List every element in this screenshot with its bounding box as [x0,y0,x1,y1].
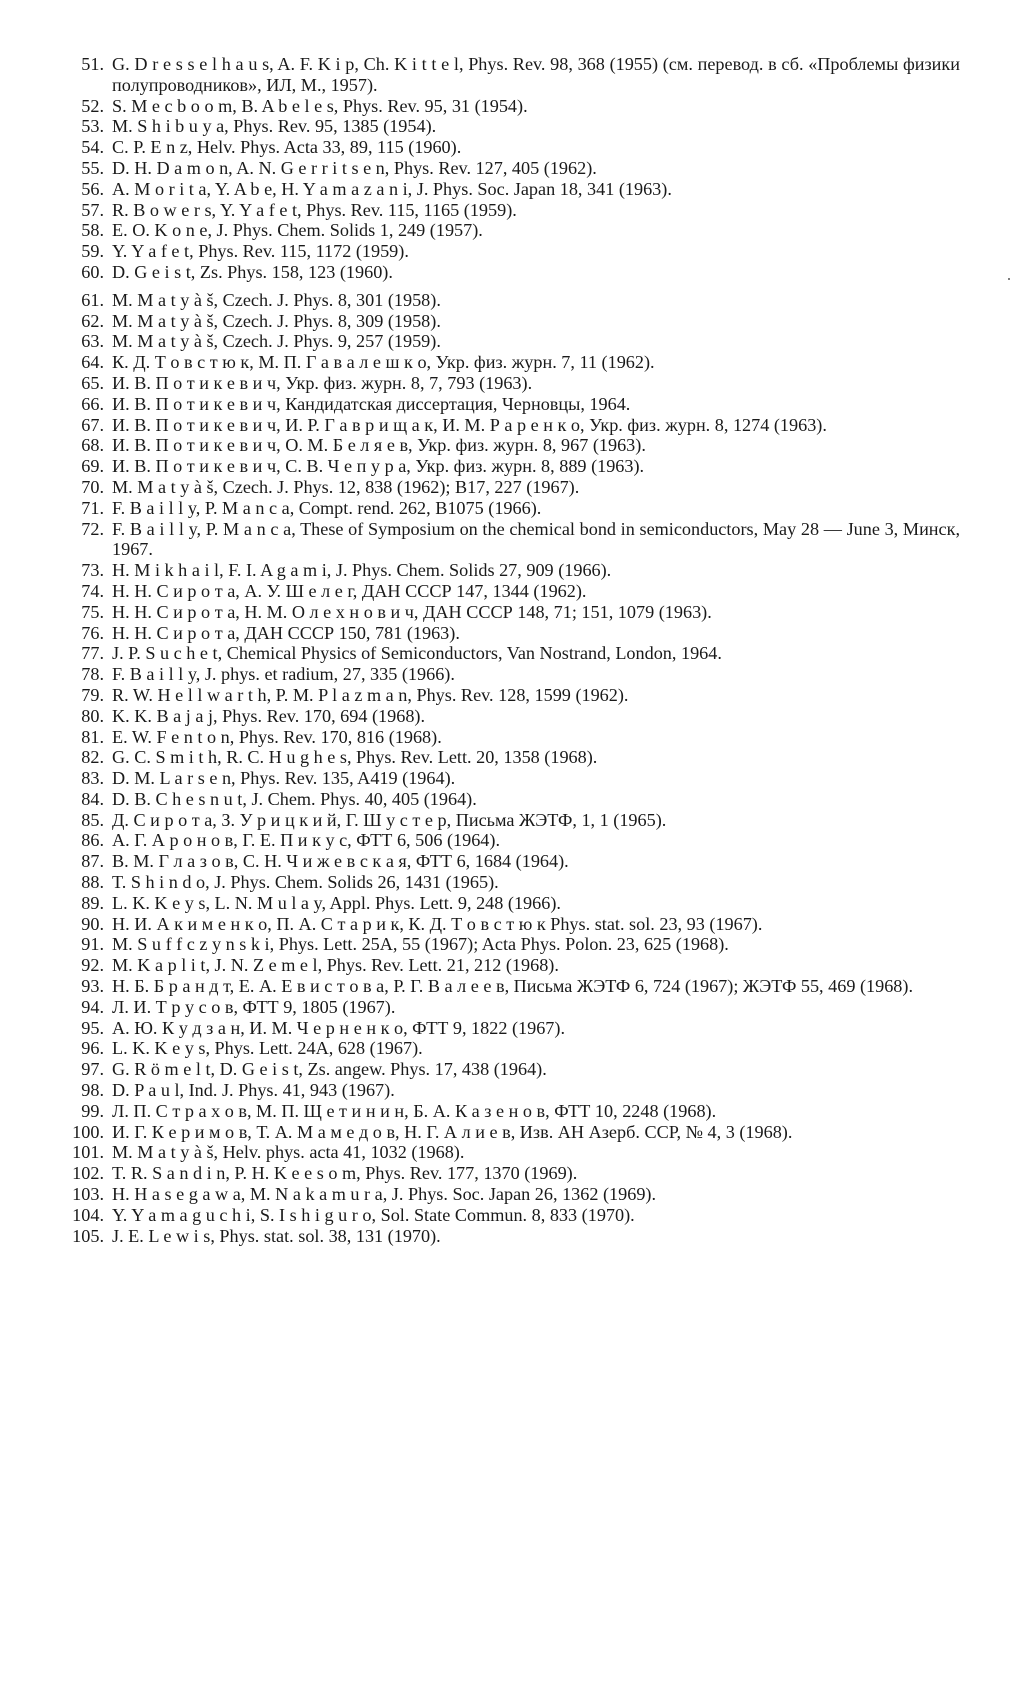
reference-text: K. K. B a j a j, Phys. Rev. 170, 694 (1968). [112,705,426,726]
reference-item [56,1184,960,1205]
reference-number: 86. [81,830,104,851]
reference-text: И. В. П о т и к е в и ч, С. В. Ч е п у р а, Укр. физ. журн. 8, 889 (1963). [112,456,645,477]
reference-number: 62. [81,310,104,331]
reference-number: 79. [81,684,104,705]
reference-number: 104. [72,1204,104,1225]
reference-item [56,1038,960,1059]
reference-number: 76. [81,622,104,643]
reference-number: 81. [81,726,104,747]
reference-number: 93. [81,976,104,997]
reference-number: 80. [81,705,104,726]
reference-text: Y. Y a f e t, Phys. Rev. 115, 1172 (1959). [112,241,409,262]
reference-item [56,1059,960,1080]
reference-number: 54. [81,137,104,158]
reference-item [56,137,960,158]
reference-number: 51. [81,54,104,74]
reference-number: 98. [81,1080,104,1101]
reference-text: А. Ю. К у д з а н, И. М. Ч е р н е н к о, ФТТ 9, 1822 (1967). [112,1017,566,1038]
reference-item [56,54,960,96]
reference-number: 55. [81,157,104,178]
reference-item [56,810,960,831]
reference-number: 69. [81,456,104,477]
reference-text: M. S h i b u y a, Phys. Rev. 95, 1385 (1954). [112,116,437,137]
reference-text: Л. П. С т р а х о в, М. П. Щ е т и н и н, Б. А. К а з е н о в, ФТТ 10, 2248 (1968). [112,1100,717,1121]
reference-text: В. М. Г л а з о в, С. Н. Ч и ж е в с к а я, ФТТ 6, 1684 (1964). [112,851,569,872]
reference-number: 72. [81,518,104,539]
stray-mark [1008,278,1010,280]
reference-item [56,394,960,415]
reference-number: 91. [81,934,104,955]
reference-item [56,477,960,498]
reference-item [56,623,960,644]
reference-text: S. M e c b o o m, B. A b e l e s, Phys. Rev. 95, 31 (1954). [112,95,528,116]
reference-item [56,116,960,137]
reference-text: F. B a i l l y, P. M a n c a, Compt. rend. 262, B1075 (1966). [112,497,542,518]
reference-list [56,54,960,1246]
reference-number: 101. [72,1142,104,1163]
reference-item [56,158,960,179]
reference-item [56,1163,960,1184]
reference-number: 85. [81,809,104,830]
reference-text: И. В. П о т и к е в и ч, И. Р. Г а в р и щ а к, И. М. Р а р е н к о, Укр. физ. журн. 8, 1274 (1963). [112,414,827,435]
reference-number: 78. [81,664,104,685]
reference-text: C. P. E n z, Helv. Phys. Acta 33, 89, 115 (1960). [112,137,462,158]
reference-item [56,976,960,997]
reference-item [56,643,960,664]
reference-text: Н. Н. С и р о т а, ДАН СССР 150, 781 (1963). [112,622,460,643]
reference-item [56,893,960,914]
reference-number: 61. [81,289,104,310]
reference-number: 66. [81,393,104,414]
reference-text: M. S u f f c z y n s k i, Phys. Lett. 25A, 55 (1967); Acta Phys. Polon. 23, 625 (1968). [112,934,729,955]
reference-item [56,262,960,283]
reference-number: 84. [81,788,104,809]
reference-item [56,200,960,221]
reference-number: 65. [81,372,104,393]
reference-item [56,1122,960,1143]
reference-number: 52. [81,95,104,116]
reference-item [56,179,960,200]
reference-number: 58. [81,220,104,241]
reference-item [56,498,960,519]
reference-text: L. K. K e y s, Phys. Lett. 24A, 628 (1967). [112,1038,423,1059]
reference-text: D. B. C h e s n u t, J. Chem. Phys. 40, 405 (1964). [112,788,477,809]
reference-text: F. B a i l l y, J. phys. et radium, 27, 335 (1966). [112,664,455,685]
reference-item [56,934,960,955]
reference-number: 90. [81,913,104,934]
reference-text: G. D r e s s e l h a u s, A. F. K i p, Ch. K i t t e l, Phys. Rev. 98, 368 (1955) (см. перевод. в сб. «Проблемы физики полупроводников», ИЛ, М., 1957). [112,54,960,95]
reference-text: T. R. S a n d i n, P. H. K e e s o m, Phys. Rev. 177, 1370 (1969). [112,1163,578,1184]
reference-number: 82. [81,747,104,768]
reference-item [56,1018,960,1039]
reference-number: 100. [72,1121,104,1142]
reference-text: D. P a u l, Ind. J. Phys. 41, 943 (1967). [112,1080,395,1101]
reference-number: 68. [81,435,104,456]
reference-number: 73. [81,560,104,581]
reference-text: Л. И. Т р у с о в, ФТТ 9, 1805 (1967). [112,996,396,1017]
reference-number: 56. [81,178,104,199]
reference-item [56,602,960,623]
reference-item [56,789,960,810]
reference-text: M. K a p l i t, J. N. Z e m e l, Phys. Rev. Lett. 21, 212 (1968). [112,955,559,976]
reference-text: E. O. K o n e, J. Phys. Chem. Solids 1, 249 (1957). [112,220,483,241]
reference-item [56,955,960,976]
reference-text: M. M a t y à š, Czech. J. Phys. 9, 257 (1959). [112,331,441,352]
reference-item [56,1101,960,1122]
reference-text: И. В. П о т и к е в и ч, Укр. физ. журн. 8, 7, 793 (1963). [112,372,533,393]
reference-text: D. M. L a r s e n, Phys. Rev. 135, A419 (1964). [112,768,456,789]
reference-text: Н. Б. Б р а н д т, Е. А. Е в и с т о в а, Р. Г. В а л е е в, Письма ЖЭТФ 6, 724 (1967); ЖЭТФ 55, 469 (1968). [112,976,914,997]
reference-number: 92. [81,955,104,976]
reference-number: 96. [81,1038,104,1059]
reference-number: 83. [81,768,104,789]
reference-item [56,747,960,768]
reference-text: A. M o r i t a, Y. A b e, H. Y a m a z a n i, J. Phys. Soc. Japan 18, 341 (1963). [112,178,672,199]
reference-item [56,519,960,561]
reference-number: 97. [81,1059,104,1080]
reference-item [56,997,960,1018]
reference-number: 88. [81,872,104,893]
reference-text: Н. Н. С и р о т а, Н. М. О л е х н о в и ч, ДАН СССР 148, 71; 151, 1079 (1963). [112,601,712,622]
reference-text: Y. Y a m a g u c h i, S. I s h i g u r o, Sol. State Commun. 8, 833 (1970). [112,1204,635,1225]
reference-item [56,685,960,706]
reference-item [56,872,960,893]
reference-text: H. M i k h a i l, F. I. A g a m i, J. Phys. Chem. Solids 27, 909 (1966). [112,560,612,581]
reference-item [56,706,960,727]
reference-number: 94. [81,996,104,1017]
reference-item [56,290,960,311]
reference-text: Д. С и р о т а, З. У р и ц к и й, Г. Ш у с т е р, Письма ЖЭТФ, 1, 1 (1965). [112,809,667,830]
reference-item [56,581,960,602]
reference-text: L. K. K e y s, L. N. M u l a y, Appl. Phys. Lett. 9, 248 (1966). [112,892,561,913]
reference-text: G. C. S m i t h, R. C. H u g h e s, Phys. Rev. Lett. 20, 1358 (1968). [112,747,598,768]
reference-text: F. B a i l l y, P. M a n c a, These of Symposium on the chemical bond in semiconductors, May 28 — June 3, Минск, 1967. [112,518,960,560]
reference-text: R. W. H e l l w a r t h, P. M. P l a z m a n, Phys. Rev. 128, 1599 (1962). [112,684,629,705]
reference-item [56,830,960,851]
reference-item [56,1080,960,1101]
reference-number: 102. [72,1163,104,1184]
reference-text: К. Д. Т о в с т ю к, М. П. Г а в а л е ш к о, Укр. физ. журн. 7, 11 (1962). [112,352,655,373]
reference-item [56,352,960,373]
reference-item [56,560,960,581]
reference-text: M. M a t y à š, Czech. J. Phys. 8, 301 (1958). [112,289,441,310]
reference-number: 99. [81,1100,104,1121]
reference-text: T. S h i n d o, J. Phys. Chem. Solids 26, 1431 (1965). [112,872,499,893]
reference-item [56,331,960,352]
reference-number: 105. [72,1225,104,1246]
reference-number: 53. [81,116,104,137]
reference-text: И. В. П о т и к е в и ч, О. М. Б е л я е в, Укр. физ. журн. 8, 967 (1963). [112,435,646,456]
reference-number: 59. [81,241,104,262]
reference-text: D. G e i s t, Zs. Phys. 158, 123 (1960). [112,261,393,282]
reference-number: 60. [81,261,104,282]
reference-number: 70. [81,476,104,497]
reference-item [56,311,960,332]
reference-text: R. B o w e r s, Y. Y a f e t, Phys. Rev. 115, 1165 (1959). [112,199,517,220]
reference-text: J. E. L e w i s, Phys. stat. sol. 38, 131 (1970). [112,1225,441,1246]
reference-item [56,435,960,456]
reference-text: И. В. П о т и к е в и ч, Кандидатская диссертация, Черновцы, 1964. [112,393,631,414]
reference-number: 95. [81,1017,104,1038]
reference-number: 67. [81,414,104,435]
reference-text: M. M a t y à š, Czech. J. Phys. 8, 309 (1958). [112,310,441,331]
reference-item [56,415,960,436]
reference-item [56,1226,960,1247]
reference-number: 103. [72,1184,104,1205]
reference-item [56,241,960,262]
reference-text: Н. И. А к и м е н к о, П. А. С т а р и к, К. Д. Т о в с т ю к Phys. stat. sol. 23, 93 (1967). [112,913,763,934]
reference-number: 75. [81,601,104,622]
reference-text: M. M a t y à š, Czech. J. Phys. 12, 838 (1962); B17, 227 (1967). [112,476,580,497]
reference-item [56,664,960,685]
reference-text: J. P. S u c h e t, Chemical Physics of Semiconductors, Van Nostrand, London, 1964. [112,643,722,664]
reference-number: 64. [81,352,104,373]
reference-number: 77. [81,643,104,664]
reference-number: 74. [81,580,104,601]
reference-text: G. R ö m e l t, D. G e i s t, Zs. angew. Phys. 17, 438 (1964). [112,1059,547,1080]
reference-item [56,220,960,241]
reference-number: 71. [81,497,104,518]
reference-text: H. H a s e g a w a, M. N a k a m u r a, J. Phys. Soc. Japan 26, 1362 (1969). [112,1184,657,1205]
reference-item [56,1205,960,1226]
reference-text: M. M a t y à š, Helv. phys. acta 41, 1032 (1968). [112,1142,465,1163]
reference-text: E. W. F e n t o n, Phys. Rev. 170, 816 (1968). [112,726,442,747]
reference-item [56,851,960,872]
reference-text: И. Г. К е р и м о в, Т. А. М а м е д о в, Н. Г. А л и е в, Изв. АН Азерб. ССР, № 4, 3 (1968). [112,1121,793,1142]
reference-item [56,373,960,394]
reference-item [56,96,960,117]
reference-item [56,768,960,789]
reference-number: 63. [81,331,104,352]
reference-number: 87. [81,851,104,872]
reference-item [56,727,960,748]
reference-number: 57. [81,199,104,220]
reference-text: D. H. D a m o n, A. N. G e r r i t s e n, Phys. Rev. 127, 405 (1962). [112,157,597,178]
reference-text: Н. Н. С и р о т а, А. У. Ш е л е г, ДАН СССР 147, 1344 (1962). [112,580,587,601]
reference-text: А. Г. А р о н о в, Г. Е. П и к у с, ФТТ 6, 506 (1964). [112,830,500,851]
reference-item [56,456,960,477]
reference-item [56,914,960,935]
reference-number: 89. [81,892,104,913]
reference-item [56,1142,960,1163]
